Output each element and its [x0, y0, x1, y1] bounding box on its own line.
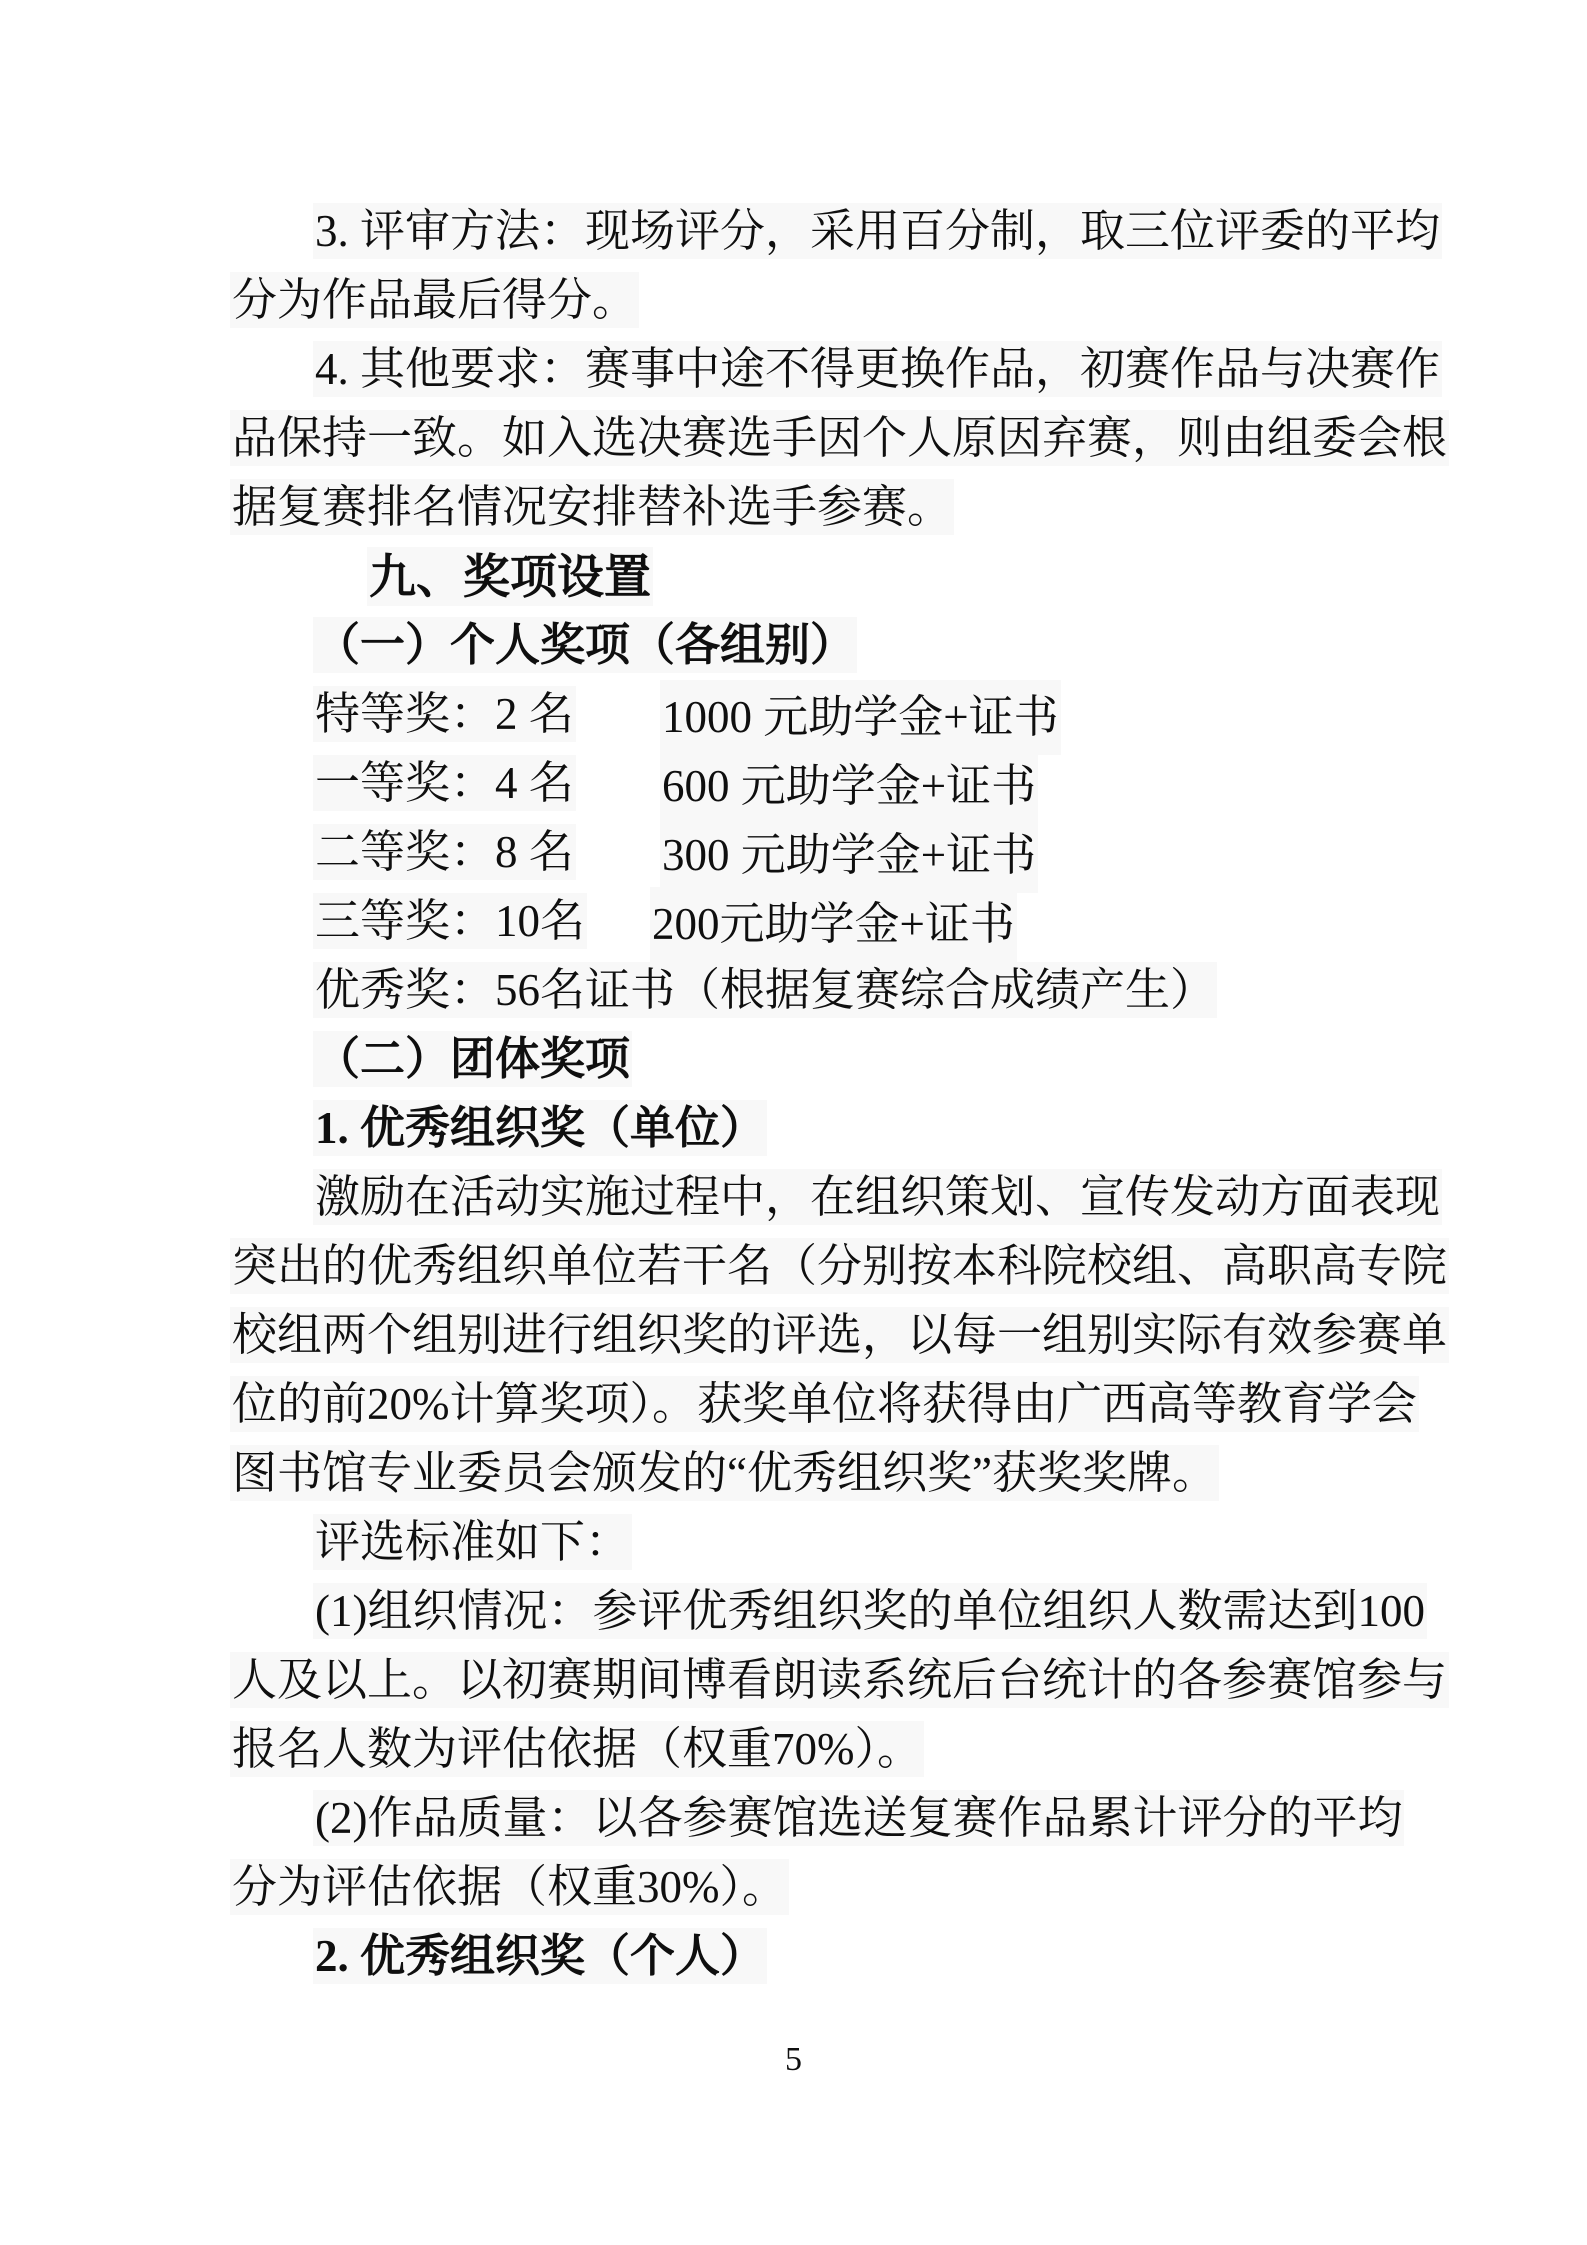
award-row: [313, 749, 1360, 818]
body-text-line: [230, 1301, 1449, 1370]
body-text-line: [313, 1163, 1442, 1232]
body-text: 品保持一致。如入选决赛选手因个人原因弃赛，则由组委会根: [230, 410, 1449, 466]
body-text-line: [230, 1853, 789, 1922]
award-label: 三等奖：10名: [313, 893, 587, 949]
body-text: 优秀奖：56名证书（根据复赛综合成绩产生）: [313, 962, 1217, 1018]
body-text-line: [230, 473, 954, 542]
body-text: 据复赛排名情况安排替补选手参赛。: [230, 479, 954, 535]
body-text-line: [313, 1784, 1404, 1853]
body-text-line: [230, 1646, 1449, 1715]
body-text: 人及以上。以初赛期间博看朗读系统后台统计的各参赛馆参与: [230, 1652, 1449, 1708]
subsection-heading-text: （一）个人奖项（各组别）: [313, 617, 857, 673]
body-text: 校组两个组别进行组织奖的评选，以每一组别实际有效参赛单: [230, 1307, 1449, 1363]
body-text-line: [313, 1577, 1427, 1646]
award-value: 1000 元助学金+证书: [660, 680, 1061, 755]
body-text-line: [230, 1232, 1449, 1301]
subsection-heading: [313, 1025, 632, 1094]
subsection-heading-text: （二）团体奖项: [313, 1031, 632, 1087]
body-text-line: [230, 1439, 1219, 1508]
body-text: (1)组织情况：参评优秀组织奖的单位组织人数需达到100: [313, 1583, 1427, 1639]
body-text: 报名人数为评估依据（权重70%）。: [230, 1721, 924, 1777]
award-value: 600 元助学金+证书: [660, 749, 1038, 824]
body-text-line: [313, 956, 1217, 1025]
subsection-heading-text: 1. 优秀组织奖（单位）: [313, 1100, 767, 1156]
page-number: 5: [785, 2041, 802, 2078]
subsection-heading-text: 2. 优秀组织奖（个人）: [313, 1928, 767, 1984]
section-heading-text: 九、奖项设置: [367, 547, 653, 606]
body-text-line: [230, 1715, 924, 1784]
body-text: 4. 其他要求：赛事中途不得更换作品，初赛作品与决赛作: [313, 341, 1442, 397]
award-value: 300 元助学金+证书: [660, 818, 1038, 893]
body-text-line: [313, 197, 1442, 266]
award-value: 200元助学金+证书: [650, 887, 1017, 962]
award-label: 二等奖：8 名: [313, 824, 576, 880]
body-text: (2)作品质量：以各参赛馆选送复赛作品累计评分的平均: [313, 1790, 1404, 1846]
body-text-line: [230, 1370, 1419, 1439]
subsection-heading: [313, 611, 857, 680]
body-text: 位的前20%计算奖项）。获奖单位将获得由广西高等教育学会: [230, 1376, 1419, 1432]
body-text-line: [230, 266, 639, 335]
body-text-line: [230, 404, 1449, 473]
body-text: 评选标准如下：: [313, 1514, 632, 1570]
body-text: 突出的优秀组织单位若干名（分别按本科院校组、高职高专院: [230, 1238, 1449, 1294]
award-label: 特等奖：2 名: [313, 686, 576, 742]
award-row: [313, 887, 1360, 956]
subsection-heading: [313, 1922, 767, 1991]
body-text: 3. 评审方法：现场评分，采用百分制，取三位评委的平均: [313, 203, 1442, 259]
body-text: 分为评估依据（权重30%）。: [230, 1859, 789, 1915]
section-heading: [367, 542, 653, 611]
award-label: 一等奖：4 名: [313, 755, 576, 811]
body-text-line: [313, 335, 1442, 404]
award-row: [313, 818, 1360, 887]
body-text: 激励在活动实施过程中，在组织策划、宣传发动方面表现: [313, 1169, 1442, 1225]
subsection-heading: [313, 1094, 767, 1163]
body-text: 分为作品最后得分。: [230, 272, 639, 328]
body-text-line: [313, 1508, 632, 1577]
award-row: [313, 680, 1360, 749]
body-text: 图书馆专业委员会颁发的“优秀组织奖”获奖奖牌。: [230, 1445, 1219, 1501]
